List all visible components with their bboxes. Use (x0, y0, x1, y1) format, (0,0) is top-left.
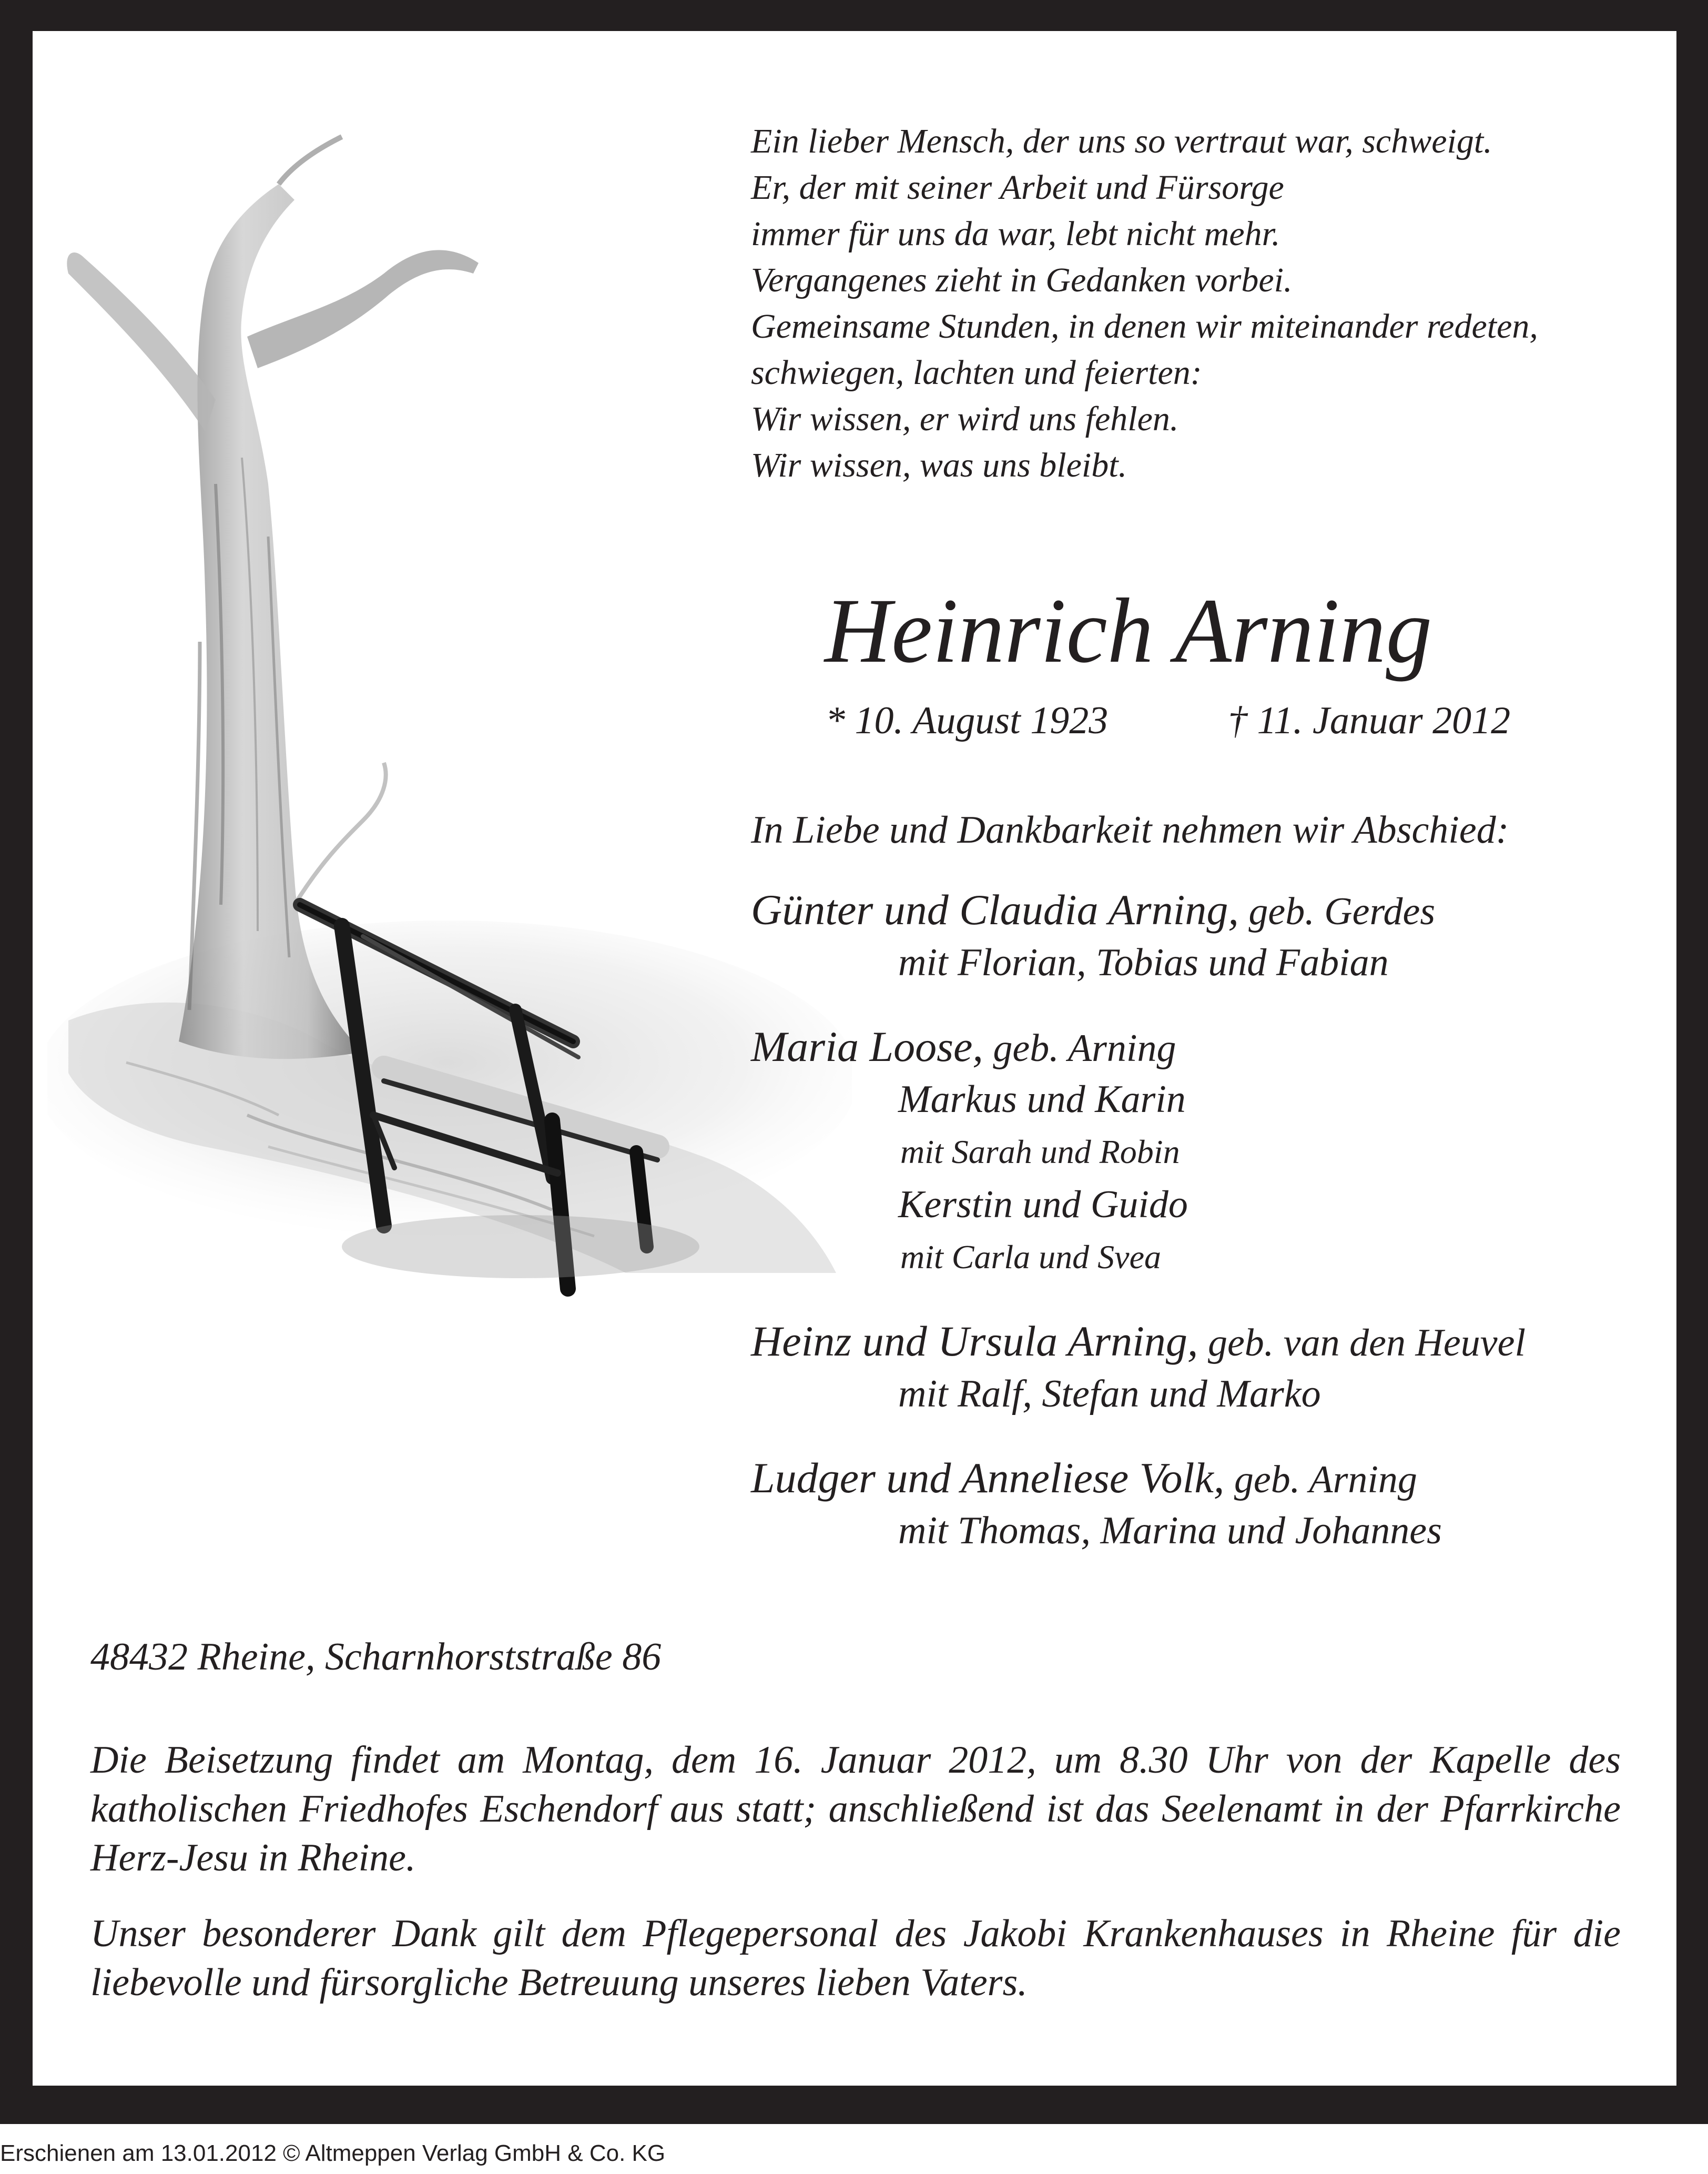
family-3-name (751, 1315, 1526, 1369)
birth-date: * 10. August 1923 (826, 699, 1109, 742)
family-2-maiden-name: geb. Arning (983, 1027, 1176, 1070)
death-date: † 11. Januar 2012 (1228, 699, 1511, 742)
family-2-grandchildren-1: mit Sarah und Robin (900, 1133, 1180, 1170)
poem-line: schwiegen, lachten und feierten: (751, 353, 1202, 392)
life-dates (826, 694, 1551, 747)
poem-line: immer für uns da war, lebt nicht mehr. (751, 215, 1280, 253)
poem-line: Wir wissen, er wird uns fehlen. (751, 400, 1179, 438)
family-1-children: mit Florian, Tobias und Fabian (898, 941, 1389, 984)
family-4-couple: Ludger und Anneliese Volk, (751, 1454, 1225, 1502)
family-1-couple: Günter und Claudia Arning, (751, 886, 1239, 934)
tree-and-bench-illustration (47, 116, 852, 1305)
family-3-couple: Heinz und Ursula Arning, (751, 1317, 1198, 1365)
family-2-child-1: Markus und Karin (898, 1078, 1186, 1121)
tree-branch-left (67, 252, 216, 431)
poem-line: Ein lieber Mensch, der uns so vertraut war, schweigt. (751, 122, 1492, 160)
family-2-child-2: Kerstin und Guido (898, 1183, 1188, 1226)
poem-line: Wir wissen, was uns bleibt. (751, 446, 1127, 484)
tree-branch-right (247, 250, 479, 368)
family-4-name (751, 1452, 1417, 1506)
poem-line: Gemeinsame Stunden, in denen wir miteinander redeten, (751, 307, 1538, 346)
funeral-notice: Die Beisetzung findet am Montag, dem 16. Januar 2012, um 8.30 Uhr von der Kapelle des katholischen Friedhofes Eschendorf aus statt; anschließend ist das Seelenamt in der Pfarrkirche Herz-Jesu in Rheine. (90, 1738, 1621, 1879)
thanks-note: Unser besonderer Dank gilt dem Pflegepersonal des Jakobi Krankenhauses in Rheine für die liebevolle und fürsorgliche Betreuung unseres lieben Vaters. (90, 1912, 1621, 2004)
family-3-maiden-name: geb. van den Heuvel (1198, 1321, 1526, 1364)
family-address: 48432 Rheine, Scharnhorststraße 86 (90, 1635, 662, 1678)
family-3-children: mit Ralf, Stefan und Marko (898, 1372, 1321, 1415)
family-2-grandchildren-2: mit Carla und Svea (900, 1238, 1161, 1276)
family-2-person: Maria Loose, (751, 1023, 983, 1070)
family-1-maiden-name: geb. Gerdes (1238, 890, 1436, 933)
family-1-name (751, 884, 1435, 938)
publication-footer: Erschienen am 13.01.2012 © Altmeppen Verlag GmbH & Co. KG (0, 2140, 666, 2166)
poem-line: Vergangenes zieht in Gedanken vorbei. (751, 261, 1293, 299)
poem (751, 118, 1538, 489)
family-2-name (751, 1020, 1176, 1075)
family-4-maiden-name: geb. Arning (1224, 1458, 1417, 1501)
poem-line: Er, der mit seiner Arbeit und Fürsorge (751, 168, 1284, 207)
farewell-intro: In Liebe und Dankbarkeit nehmen wir Abschied: (751, 808, 1509, 852)
deceased-name: Heinrich Arning (825, 580, 1432, 682)
family-4-children: mit Thomas, Marina und Johannes (898, 1509, 1442, 1552)
